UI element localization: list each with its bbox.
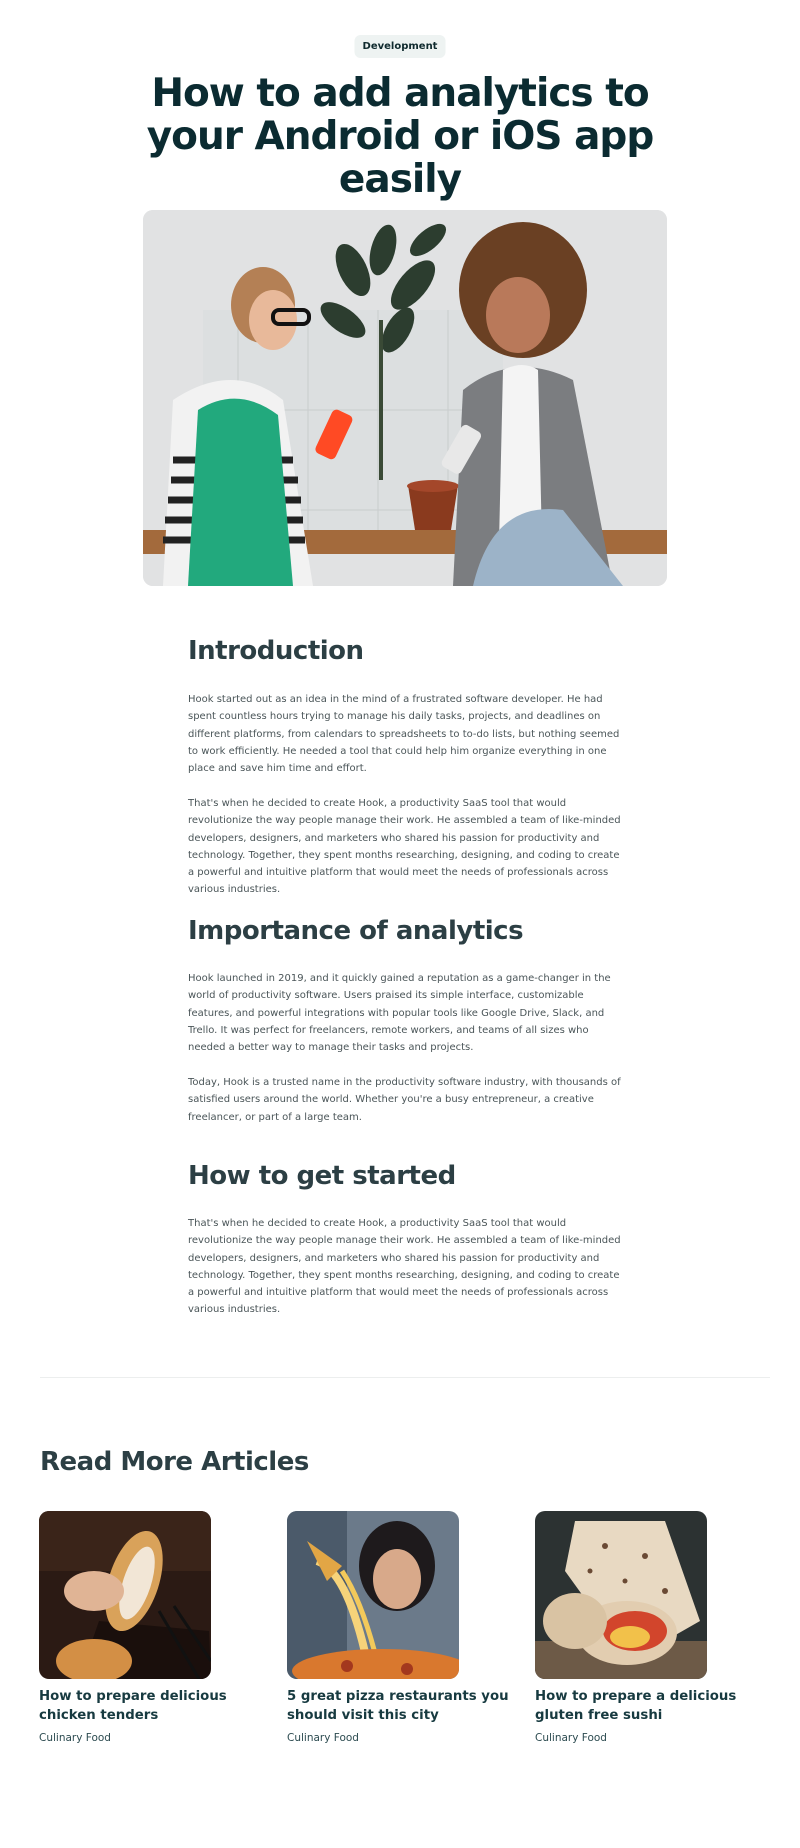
card-thumbnail[interactable]	[535, 1511, 707, 1679]
section-paragraph: Hook started out as an idea in the mind of a frustrated software developer. He had spent countless hours trying to manage his daily tasks, projects, and deadlines on different platforms, from calendars to spreadsheets to to-do lists, but nothing seemed to work efficiently. He needed a tool that could help him organize everything in one place and save him time and effort.	[188, 694, 620, 775]
divider	[40, 1377, 770, 1378]
card-category: Culinary Food	[39, 1732, 111, 1744]
card-category: Culinary Food	[535, 1732, 607, 1744]
card-thumbnail[interactable]	[39, 1511, 211, 1679]
section-heading-importance: Importance of analytics	[188, 916, 524, 946]
read-more-heading: Read More Articles	[40, 1447, 309, 1477]
section-paragraph: That's when he decided to create Hook, a productivity SaaS tool that would revolutionize the way people manage their work. He assembled a team of like-minded developers, designers, and marketers who shared his passion for productivity and technology. Together, they spent months researching, designing, and coding to create a powerful and intuitive platform that would meet the needs of professionals across various industries.	[188, 798, 621, 896]
card-category: Culinary Food	[287, 1732, 359, 1744]
page-title: How to add analytics to your Android or iOS app easily	[146, 71, 654, 202]
article-card[interactable]	[535, 1511, 765, 1745]
card-title[interactable]: How to prepare a delicious gluten free sushi	[535, 1689, 737, 1723]
section-heading-introduction: Introduction	[188, 636, 364, 666]
category-tag[interactable]: Development	[355, 35, 446, 58]
section-paragraph: That's when he decided to create Hook, a productivity SaaS tool that would revolutionize the way people manage their work. He assembled a team of like-minded developers, designers, and marketers who shared his passion for productivity and technology. Together, they spent months researching, designing, and coding to create a powerful and intuitive platform that would meet the needs of professionals across various industries.	[188, 1218, 621, 1316]
section-heading-get-started: How to get started	[188, 1161, 456, 1191]
section-paragraph: Hook launched in 2019, and it quickly gained a reputation as a game-changer in the world of productivity software. Users praised its simple interface, customizable features, and powerful integrations with popular tools like Google Drive, Slack, and Trello. It was perfect for freelancers, remote workers, and teams of all sizes who needed a better way to manage their tasks and projects.	[188, 973, 611, 1054]
card-title[interactable]: How to prepare delicious chicken tenders	[39, 1689, 227, 1723]
card-title[interactable]: 5 great pizza restaurants you should visit this city	[287, 1689, 509, 1723]
article-card[interactable]	[287, 1511, 517, 1745]
card-thumbnail[interactable]	[287, 1511, 459, 1679]
hero-image	[143, 210, 667, 586]
section-paragraph: Today, Hook is a trusted name in the productivity software industry, with thousands of satisfied users around the world. Whether you're a busy entrepreneur, a creative freelancer, or part of a large team.	[188, 1077, 621, 1123]
article-card[interactable]	[39, 1511, 269, 1745]
